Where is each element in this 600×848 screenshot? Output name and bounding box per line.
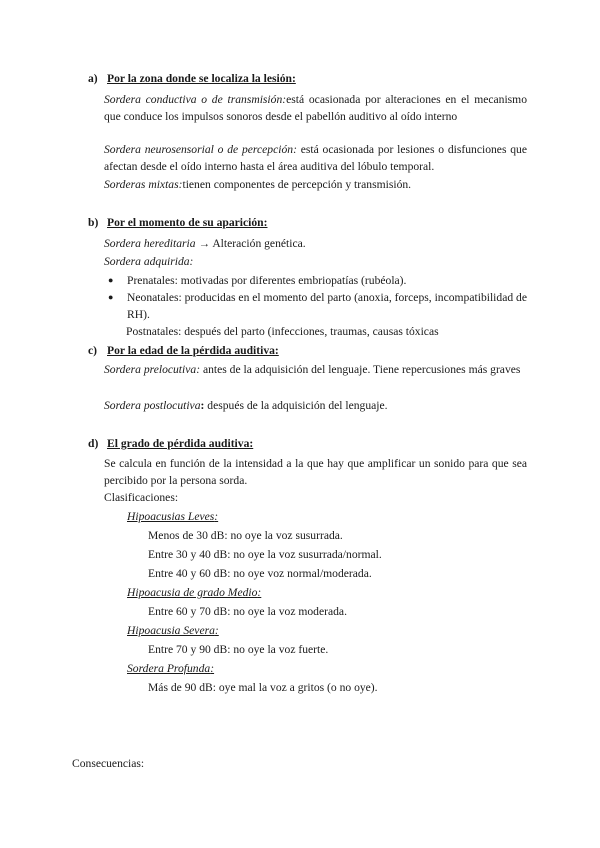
list-item-neonatales	[108, 289, 527, 323]
paragraph-sordera-adquirida	[104, 253, 193, 270]
list-item-prenatales	[108, 272, 527, 289]
text: → Alteración genética.	[195, 237, 306, 250]
text: tienen componentes de percepción y transmisión.	[182, 178, 412, 191]
paragraph-intro: Se calcula en función de la intensidad a la que hay que amplificar un sonido para que sea percibido por la persona sorda.	[104, 457, 527, 487]
category-sordera-profunda: Sordera Profunda:	[127, 662, 215, 675]
paragraph-sordera-prelocutiva	[104, 361, 527, 378]
text: está ocasionada por alteraciones en el mecanismo que conduce los impulsos sonoros desde el pabellón auditivo al oído interno	[104, 93, 527, 123]
term: Sordera neurosensorial o de percepción:	[104, 143, 297, 156]
text: antes de la adquisición del lenguaje. Tiene repercusiones más graves	[200, 363, 521, 376]
list-item: Entre 40 y 60 dB: no oye voz normal/moderada.	[148, 567, 372, 580]
heading-title: Por la zona donde se localiza la lesión:	[107, 72, 296, 85]
paragraph-sorderas-mixtas	[104, 176, 411, 193]
heading-marker: d)	[88, 437, 99, 450]
heading-marker: b)	[88, 216, 99, 229]
heading-title: El grado de pérdida auditiva:	[107, 437, 254, 450]
paragraph-sordera-postlocutiva	[104, 397, 388, 414]
bullet-icon: ●	[108, 292, 114, 302]
heading-c	[88, 342, 279, 359]
list-item: Menos de 30 dB: no oye la voz susurrada.	[148, 529, 343, 542]
list-item: Entre 70 y 90 dB: no oye la voz fuerte.	[148, 643, 329, 656]
category-hipoacusia-medio: Hipoacusia de grado Medio:	[127, 586, 262, 599]
heading-marker: c)	[88, 344, 98, 357]
paragraph-postnatales: Postnatales: después del parto (infecciones, traumas, causas tóxicas	[126, 325, 439, 338]
term: Sordera prelocutiva:	[104, 363, 201, 376]
category-label: Sordera Profunda	[127, 662, 211, 675]
bullet-icon: ●	[108, 275, 114, 285]
list-item: Entre 30 y 40 dB: no oye la voz susurrada/normal.	[148, 548, 382, 561]
term: Sordera postlocutiva	[104, 399, 201, 412]
paragraph-sordera-neurosensorial	[104, 141, 527, 175]
term: Sorderas mixtas:	[104, 178, 183, 191]
term-colon: :	[200, 399, 205, 412]
paragraph-consecuencias: Consecuencias:	[72, 757, 145, 770]
category-label: Hipoacusia de grado Medio	[127, 586, 258, 599]
category-label: Hipoacusia Severa	[127, 624, 215, 637]
list-item: Más de 90 dB: oye mal la voz a gritos (o no oye).	[148, 681, 378, 694]
heading-title: Por el momento de su aparición:	[107, 216, 268, 229]
category-hipoacusias-leves: Hipoacusias Leves:	[127, 510, 219, 523]
heading-b	[88, 214, 267, 231]
category-label: Hipoacusias Leves	[127, 510, 215, 523]
text: está ocasionada por lesiones o disfunciones que afectan desde el oído interno hasta el área auditiva del lóbulo temporal.	[104, 143, 528, 173]
text: Neonatales: producidas en el momento del parto (anoxia, forceps, incompatibilidad de RH).	[127, 291, 527, 321]
category-hipoacusia-severa: Hipoacusia Severa:	[127, 624, 219, 637]
heading-title: Por la edad de la pérdida auditiva:	[107, 344, 279, 357]
text: después de la adquisición del lenguaje.	[204, 399, 388, 412]
list-item: Entre 60 y 70 dB: no oye la voz moderada.	[148, 605, 347, 618]
term: Sordera hereditaria	[104, 237, 196, 250]
heading-d	[88, 435, 253, 452]
paragraph-sordera-conductiva	[104, 91, 527, 125]
paragraph-sordera-hereditaria	[104, 235, 306, 252]
text: Prenatales: motivadas por diferentes embriopatías (rubéola).	[127, 274, 407, 287]
paragraph-clasificaciones: Clasificaciones:	[104, 491, 179, 504]
term: Sordera adquirida:	[104, 255, 194, 268]
heading-marker: a)	[88, 72, 98, 85]
heading-a	[88, 70, 296, 87]
term: Sordera conductiva o de transmisión:	[104, 93, 287, 106]
